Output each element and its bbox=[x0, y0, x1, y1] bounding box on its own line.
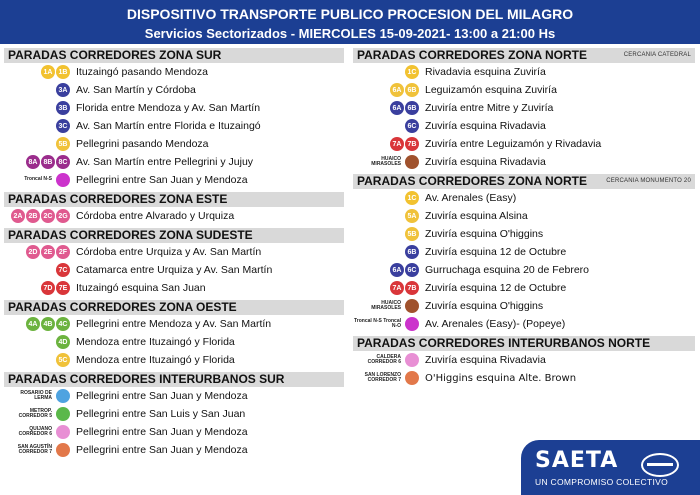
route-badge: 6B bbox=[405, 101, 419, 115]
stop-row bbox=[4, 387, 344, 405]
section-title-text: PARADAS CORREDORES ZONA OESTE bbox=[8, 300, 237, 314]
stop-row bbox=[353, 207, 695, 225]
route-badge: 8A bbox=[26, 155, 40, 169]
stop-row bbox=[4, 243, 344, 261]
route-badges bbox=[353, 371, 425, 385]
route-badge: 6C bbox=[405, 263, 419, 277]
section-title bbox=[4, 372, 344, 387]
stop-row bbox=[4, 315, 344, 333]
stop-location: Córdoba entre Urquiza y Av. San Martín bbox=[76, 246, 262, 258]
stop-row bbox=[4, 63, 344, 81]
route-badge bbox=[56, 425, 70, 439]
route-badge: 5B bbox=[56, 137, 70, 151]
stop-location: Zuviría esquina O'higgins bbox=[425, 300, 544, 312]
stop-location: Pellegrini entre San Juan y Mendoza bbox=[76, 444, 248, 456]
route-badge: 1A bbox=[41, 65, 55, 79]
route-badges bbox=[4, 173, 76, 187]
section-title bbox=[4, 300, 344, 315]
route-badge bbox=[405, 155, 419, 169]
route-badge: 5A bbox=[405, 209, 419, 223]
section-title bbox=[353, 336, 695, 351]
stop-row bbox=[353, 153, 695, 171]
route-badge bbox=[56, 389, 70, 403]
route-badges bbox=[4, 245, 76, 259]
section-title bbox=[353, 48, 695, 63]
route-badge bbox=[405, 317, 419, 331]
route-badge: 4A bbox=[26, 317, 40, 331]
logo-name: SAETA bbox=[535, 448, 619, 473]
stop-row bbox=[353, 243, 695, 261]
stops-section bbox=[4, 192, 344, 225]
stop-row bbox=[4, 261, 344, 279]
stop-location: Zuviría esquina 12 de Octubre bbox=[425, 246, 567, 258]
stop-row bbox=[4, 153, 344, 171]
stop-row bbox=[4, 333, 344, 351]
route-badges bbox=[353, 245, 425, 259]
corridor-tag: Troncal N-S Troncal N-O bbox=[354, 317, 401, 329]
section-title bbox=[353, 174, 695, 189]
stop-location: Rivadavia esquina Zuviría bbox=[425, 66, 546, 78]
stop-row bbox=[4, 135, 344, 153]
stop-location: Ituzaingó esquina San Juan bbox=[76, 282, 206, 294]
stop-location: Mendoza entre Ituzaingó y Florida bbox=[76, 336, 235, 348]
corridor-tag: HUAICO MIRASOLES bbox=[371, 299, 401, 311]
stop-location: Córdoba entre Alvarado y Urquiza bbox=[76, 210, 235, 222]
stop-row bbox=[353, 81, 695, 99]
route-badge: 2G bbox=[56, 209, 70, 223]
route-badge: 3A bbox=[56, 83, 70, 97]
route-badge: 4B bbox=[41, 317, 55, 331]
stops-section bbox=[4, 300, 344, 369]
corridor-tag: HUAICO MIRASOLES bbox=[371, 155, 401, 167]
section-title-text: PARADAS CORREDORES ZONA ESTE bbox=[8, 192, 228, 206]
section-title-text: PARADAS CORREDORES ZONA SUDESTE bbox=[8, 228, 253, 242]
route-badge bbox=[56, 173, 70, 187]
corridor-tag: QUIJANO CORREDOR 6 bbox=[18, 425, 52, 437]
stop-location: Leguizamón esquina Zuviría bbox=[425, 84, 557, 96]
route-badge: 7A bbox=[390, 137, 404, 151]
route-badges bbox=[4, 317, 76, 331]
stop-location: Gurruchaga esquina 20 de Febrero bbox=[425, 264, 590, 276]
stop-row bbox=[353, 225, 695, 243]
route-badge: 7D bbox=[41, 281, 55, 295]
route-badge: 6B bbox=[405, 83, 419, 97]
route-badges bbox=[4, 119, 76, 133]
route-badge: 7B bbox=[405, 137, 419, 151]
route-badge bbox=[405, 353, 419, 367]
route-badges bbox=[353, 155, 425, 169]
route-badge: 2D bbox=[26, 245, 40, 259]
route-badge: 5B bbox=[405, 227, 419, 241]
route-badge: 5C bbox=[56, 353, 70, 367]
route-badges bbox=[4, 65, 76, 79]
route-badge: 4D bbox=[56, 335, 70, 349]
route-badge: 1C bbox=[405, 191, 419, 205]
right-column bbox=[353, 48, 695, 390]
route-badge: 4C bbox=[56, 317, 70, 331]
stop-row bbox=[353, 315, 695, 333]
route-badges bbox=[353, 101, 425, 115]
route-badges bbox=[353, 227, 425, 241]
stop-row bbox=[4, 279, 344, 297]
route-badge: 7B bbox=[405, 281, 419, 295]
saeta-logo-icon bbox=[641, 453, 679, 477]
route-badges bbox=[353, 317, 425, 331]
section-title bbox=[4, 228, 344, 243]
route-badges bbox=[353, 353, 425, 367]
route-badge: 7E bbox=[56, 281, 70, 295]
route-badge: 8C bbox=[56, 155, 70, 169]
stop-row bbox=[353, 135, 695, 153]
section-note: CERCANIA CATEDRAL bbox=[623, 52, 691, 58]
route-badge: 7C bbox=[56, 263, 70, 277]
stop-row bbox=[353, 99, 695, 117]
section-title-text: PARADAS CORREDORES ZONA NORTE bbox=[357, 174, 588, 188]
stop-row bbox=[4, 405, 344, 423]
route-badges bbox=[4, 263, 76, 277]
saeta-logo-panel bbox=[521, 440, 700, 495]
logo-slogan: UN COMPROMISO COLECTIVO bbox=[535, 477, 668, 487]
stops-section bbox=[4, 372, 344, 459]
stop-location: Av. San Martín entre Pellegrini y Jujuy bbox=[76, 156, 254, 168]
route-badge: 2F bbox=[56, 245, 70, 259]
route-badge: 2A bbox=[11, 209, 25, 223]
route-badges bbox=[353, 263, 425, 277]
corridor-tag: METROP. CORREDOR 5 bbox=[18, 407, 52, 419]
stop-row bbox=[353, 189, 695, 207]
route-badges bbox=[353, 119, 425, 133]
stop-location: Av. San Martín entre Florida e Ituzaingó bbox=[76, 120, 261, 132]
route-badges bbox=[4, 155, 76, 169]
route-badges bbox=[4, 443, 76, 457]
page-header bbox=[0, 0, 700, 44]
route-badge: 6A bbox=[390, 263, 404, 277]
route-badge: 1B bbox=[56, 65, 70, 79]
route-badges bbox=[4, 353, 76, 367]
stop-location: Pellegrini entre San Juan y Mendoza bbox=[76, 174, 248, 186]
route-badge: 6C bbox=[405, 119, 419, 133]
stop-location: Av. San Martín y Córdoba bbox=[76, 84, 196, 96]
corridor-tag: CALDERA CORREDOR 6 bbox=[367, 353, 401, 365]
stops-section bbox=[4, 228, 344, 297]
route-badge: 8B bbox=[41, 155, 55, 169]
stop-location: Av. Arenales (Easy) bbox=[425, 192, 517, 204]
route-badges bbox=[4, 83, 76, 97]
stop-row bbox=[4, 99, 344, 117]
route-badge: 6B bbox=[405, 245, 419, 259]
stop-row bbox=[353, 279, 695, 297]
stop-row bbox=[4, 117, 344, 135]
route-badge bbox=[405, 371, 419, 385]
route-badges bbox=[4, 389, 76, 403]
route-badges bbox=[4, 335, 76, 349]
route-badge: 6A bbox=[390, 83, 404, 97]
stop-location: Florida entre Mendoza y Av. San Martín bbox=[76, 102, 261, 114]
stop-location: Zuviría entre Mitre y Zuviría bbox=[425, 102, 554, 114]
route-badges bbox=[353, 137, 425, 151]
stop-location: O'Higgins esquina Alte. Brown bbox=[425, 372, 577, 384]
stop-row bbox=[4, 351, 344, 369]
stops-section bbox=[4, 48, 344, 189]
route-badge: 2C bbox=[41, 209, 55, 223]
route-badge: 3B bbox=[56, 101, 70, 115]
route-badge bbox=[405, 299, 419, 313]
stop-location: Zuviría esquina Alsina bbox=[425, 210, 528, 222]
route-badges bbox=[4, 407, 76, 421]
route-badge bbox=[56, 443, 70, 457]
section-title-text: PARADAS CORREDORES INTERURBANOS NORTE bbox=[357, 336, 651, 350]
stop-location: Pellegrini pasando Mendoza bbox=[76, 138, 209, 150]
route-badges bbox=[4, 281, 76, 295]
stop-location: Pellegrini entre San Juan y Mendoza bbox=[76, 426, 248, 438]
section-title-text: PARADAS CORREDORES ZONA SUR bbox=[8, 48, 222, 62]
stop-location: Ituzaingó pasando Mendoza bbox=[76, 66, 208, 78]
stop-location: Av. Arenales (Easy)- (Popeye) bbox=[425, 318, 566, 330]
stop-row bbox=[353, 63, 695, 81]
stop-row bbox=[4, 207, 344, 225]
stop-location: Pellegrini entre San Juan y Mendoza bbox=[76, 390, 248, 402]
stop-location: Zuviría esquina Rivadavia bbox=[425, 354, 546, 366]
page-title: DISPOSITIVO TRANSPORTE PUBLICO PROCESION DEL MILAGRO bbox=[126, 6, 574, 22]
section-title bbox=[4, 192, 344, 207]
stop-row bbox=[353, 117, 695, 135]
route-badges bbox=[353, 281, 425, 295]
stops-section bbox=[353, 174, 695, 333]
corridor-tag: Troncal N-S bbox=[24, 176, 52, 183]
corridor-tag: SAN LORENZO CORREDOR 7 bbox=[364, 371, 401, 383]
section-title-text: PARADAS CORREDORES INTERURBANOS SUR bbox=[8, 372, 285, 386]
stop-location: Zuviría esquina 12 de Octubre bbox=[425, 282, 567, 294]
route-badge: 1C bbox=[405, 65, 419, 79]
stops-section bbox=[353, 48, 695, 171]
stops-section bbox=[353, 336, 695, 387]
route-badges bbox=[353, 83, 425, 97]
stop-row bbox=[4, 441, 344, 459]
route-badges bbox=[353, 65, 425, 79]
stop-location: Zuviría esquina Rivadavia bbox=[425, 156, 546, 168]
stop-location: Catamarca entre Urquiza y Av. San Martín bbox=[76, 264, 273, 276]
section-title-text: PARADAS CORREDORES ZONA NORTE bbox=[357, 48, 588, 62]
stop-row bbox=[4, 423, 344, 441]
left-column bbox=[4, 48, 344, 462]
route-badges bbox=[4, 101, 76, 115]
stop-location: Mendoza entre Ituzaingó y Florida bbox=[76, 354, 235, 366]
stop-row bbox=[353, 261, 695, 279]
stop-row bbox=[353, 369, 695, 387]
stop-location: Zuviría esquina Rivadavia bbox=[425, 120, 546, 132]
route-badge: 7A bbox=[390, 281, 404, 295]
stop-location: Pellegrini entre Mendoza y Av. San Martín bbox=[76, 318, 272, 330]
route-badge: 2B bbox=[26, 209, 40, 223]
stop-location: Zuviría esquina O'higgins bbox=[425, 228, 544, 240]
route-badges bbox=[4, 137, 76, 151]
route-badges bbox=[353, 209, 425, 223]
stop-row bbox=[4, 81, 344, 99]
corridor-tag: ROSARIO DE LERMA bbox=[20, 389, 52, 401]
stop-row bbox=[4, 171, 344, 189]
corridor-tag: SAN AGUSTÍN CORREDOR 7 bbox=[17, 443, 52, 455]
route-badge: 6A bbox=[390, 101, 404, 115]
stop-location: Pellegrini entre San Luis y San Juan bbox=[76, 408, 246, 420]
route-badge: 2E bbox=[41, 245, 55, 259]
route-badge: 3C bbox=[56, 119, 70, 133]
section-title bbox=[4, 48, 344, 63]
route-badges bbox=[4, 209, 76, 223]
route-badges bbox=[353, 191, 425, 205]
stop-row bbox=[353, 297, 695, 315]
route-badges bbox=[353, 299, 425, 313]
route-badges bbox=[4, 425, 76, 439]
section-note: CERCANIA MONUMENTO 20 bbox=[606, 178, 691, 184]
route-badge bbox=[56, 407, 70, 421]
page-subtitle: Servicios Sectorizados - MIERCOLES 15-09-2021- 13:00 a 21:00 Hs bbox=[144, 26, 556, 41]
stop-row bbox=[353, 351, 695, 369]
stop-location: Zuviría entre Leguizamón y Rivadavia bbox=[425, 138, 602, 150]
